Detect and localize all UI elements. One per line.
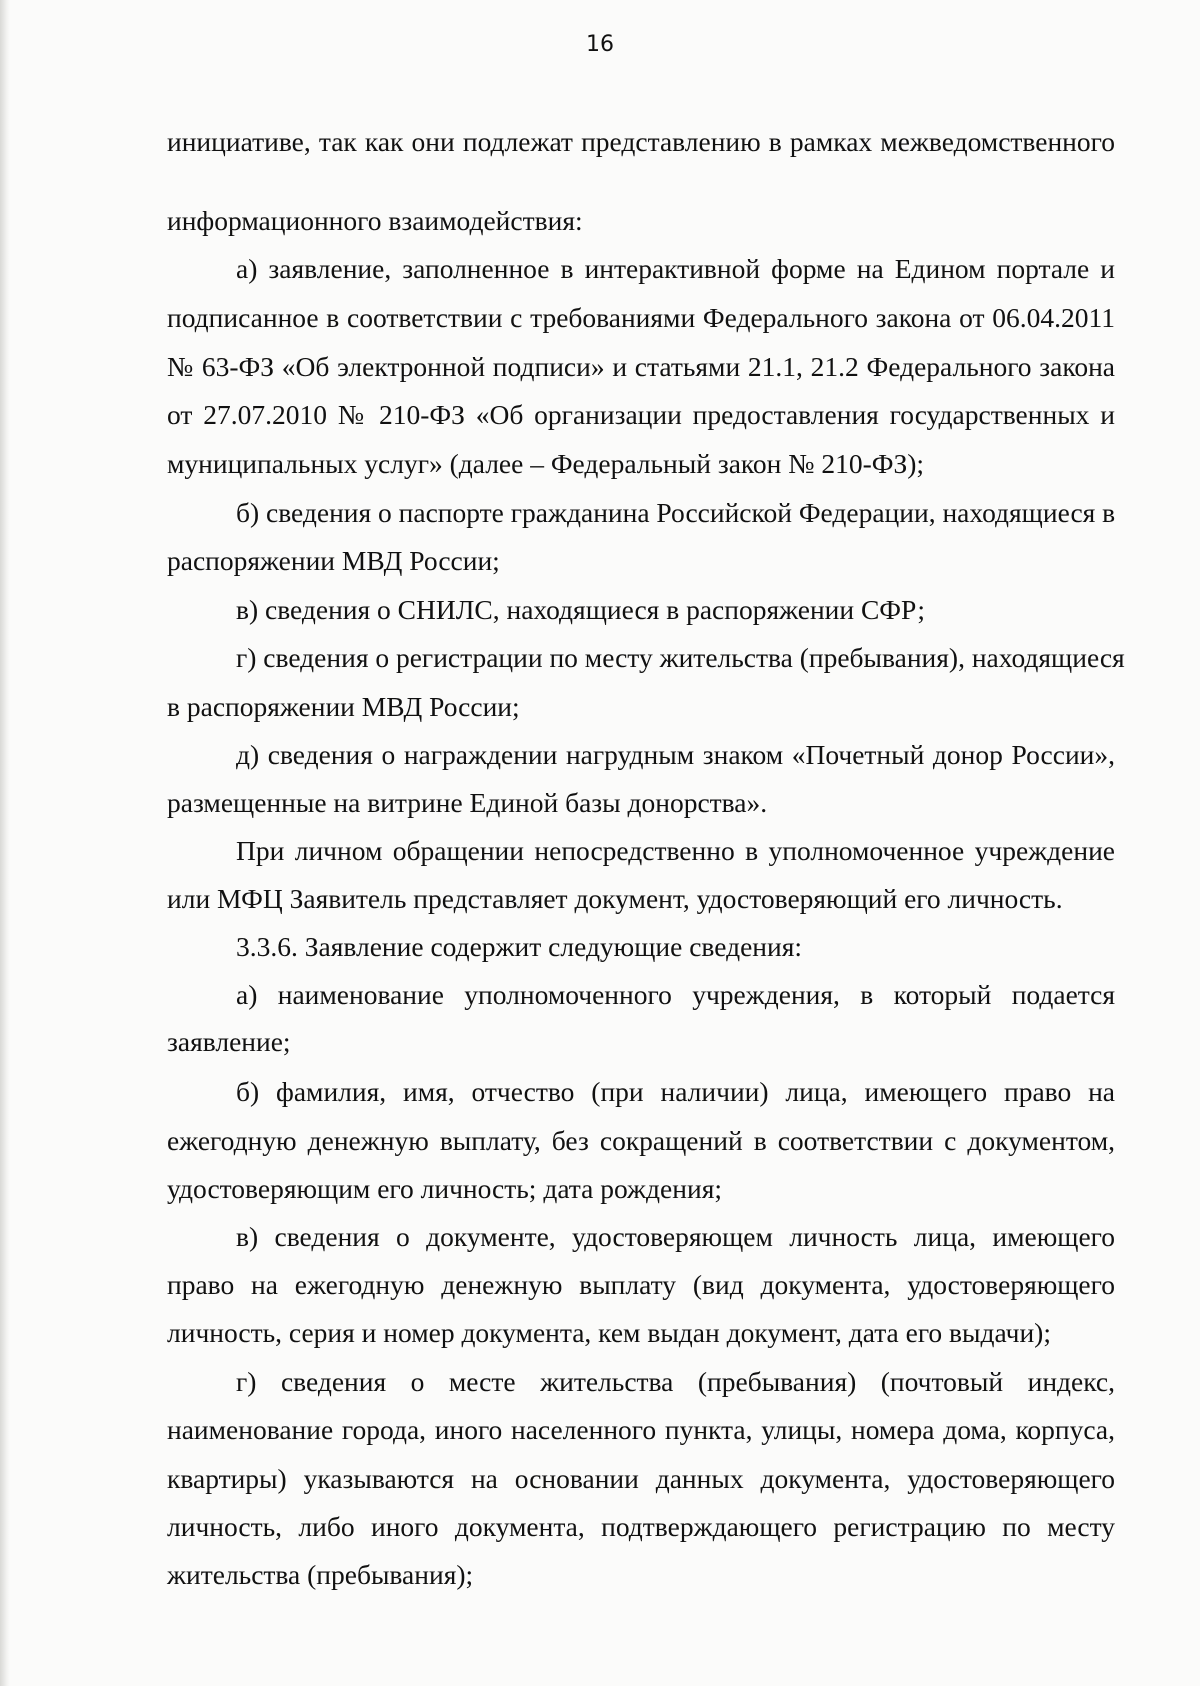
text-line: № 63-ФЗ «Об электронной подписи» и статьями 21.1, 21.2 Федерального закона — [167, 351, 1115, 382]
text-line: удостоверяющим его личность; дата рождения; — [167, 1173, 722, 1204]
text-line: а) заявление, заполненное в интерактивной форме на Едином портале и — [236, 253, 1115, 284]
text-line: а) наименование уполномоченного учреждения, в который подается — [236, 979, 1115, 1010]
scan-edge — [0, 0, 10, 1686]
text-line: б) сведения о паспорте гражданина Российской Федерации, находящиеся в — [236, 497, 1116, 528]
text-line: размещенные на витрине Единой базы донорства». — [167, 787, 768, 818]
text-line: жительства (пребывания); — [167, 1559, 474, 1590]
text-line: инициативе, так как они подлежат представлению в рамках межведомственного — [167, 126, 1115, 157]
text-line: д) сведения о награждении нагрудным знаком «Почетный донор России», — [236, 739, 1115, 770]
text-line: личность, либо иного документа, подтверждающего регистрацию по месту — [167, 1511, 1115, 1542]
text-line: подписанное в соответствии с требованиями Федерального закона от 06.04.2011 — [167, 302, 1115, 333]
text-line: или МФЦ Заявитель представляет документ, удостоверяющий его личность. — [167, 883, 1063, 914]
text-line: г) сведения о регистрации по месту жительства (пребывания), находящиеся — [236, 642, 1125, 673]
text-line: наименование города, иного населенного пункта, улицы, номера дома, корпуса, — [167, 1414, 1115, 1445]
text-line: в) сведения о документе, удостоверяющем личность лица, имеющего — [236, 1221, 1115, 1252]
text-line: 3.3.6. Заявление содержит следующие сведения: — [236, 931, 802, 962]
text-line: квартиры) указываются на основании данных документа, удостоверяющего — [167, 1463, 1115, 1494]
text-line: от 27.07.2010 № 210-ФЗ «Об организации предоставления государственных и — [167, 399, 1115, 430]
page-number: 16 — [586, 32, 614, 57]
text-line: в распоряжении МВД России; — [167, 691, 520, 722]
text-line: ежегодную денежную выплату, без сокращений в соответствии с документом, — [167, 1125, 1115, 1156]
text-line: заявление; — [167, 1026, 291, 1057]
text-line: муниципальных услуг» (далее – Федеральный закон № 210-ФЗ); — [167, 448, 925, 479]
text-line: При личном обращении непосредственно в уполномоченное учреждение — [236, 835, 1115, 866]
text-line: в) сведения о СНИЛС, находящиеся в распоряжении СФР; — [236, 594, 925, 625]
text-line: б) фамилия, имя, отчество (при наличии) лица, имеющего право на — [236, 1076, 1115, 1107]
text-line: информационного взаимодействия: — [167, 205, 583, 236]
text-line: право на ежегодную денежную выплату (вид документа, удостоверяющего — [167, 1269, 1115, 1300]
text-line: личность, серия и номер документа, кем выдан документ, дата его выдачи); — [167, 1317, 1051, 1348]
text-line: г) сведения о месте жительства (пребывания) (почтовый индекс, — [236, 1366, 1115, 1397]
text-line: распоряжении МВД России; — [167, 545, 500, 576]
